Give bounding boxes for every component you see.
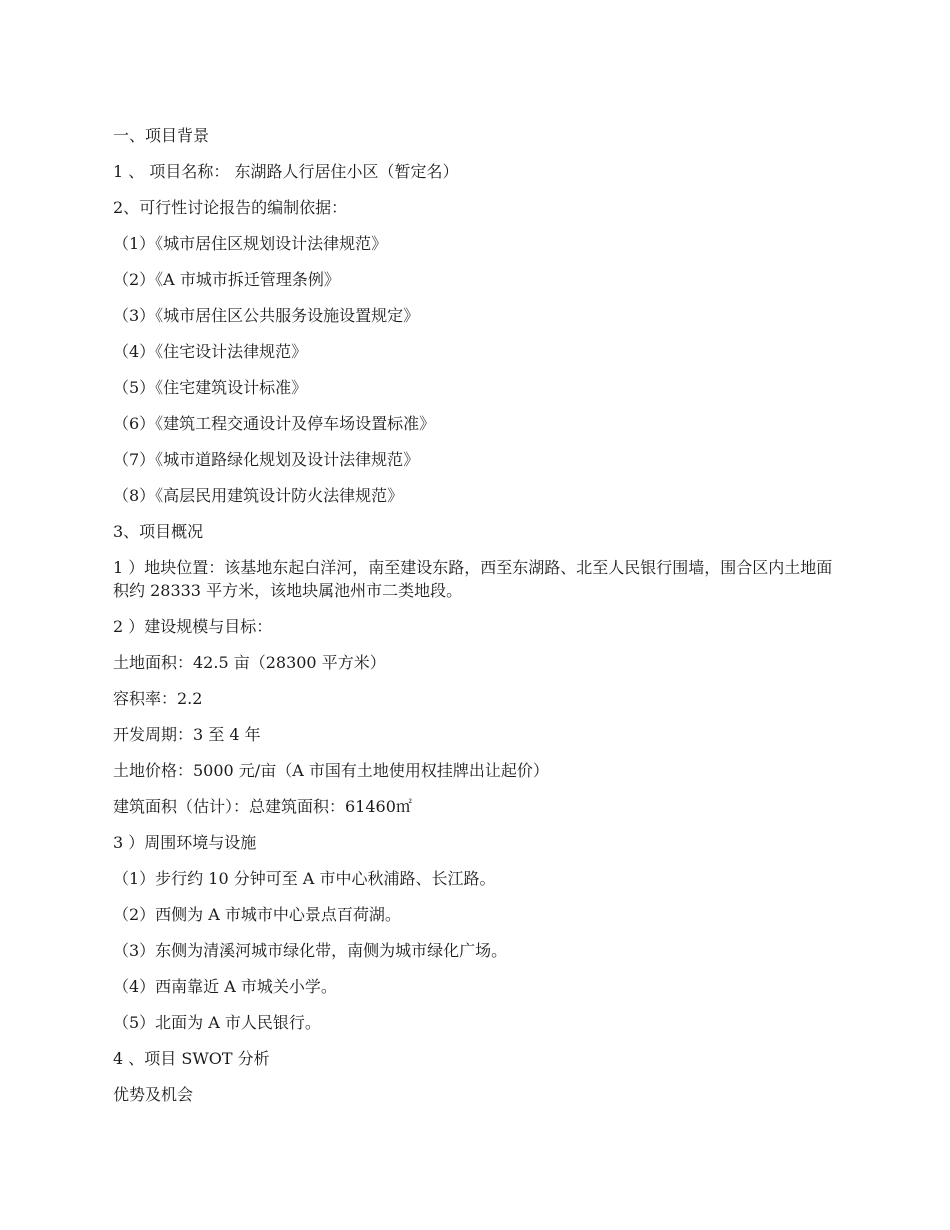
basis-item-7: （7）《城市道路绿化规划及设计法律规范》 <box>113 450 420 469</box>
basis-item-1: （1）《城市居住区规划设计法律规范》 <box>113 234 388 253</box>
project-name-line: 1 、 项目名称： 东湖路人行居住小区（暂定名） <box>113 162 459 181</box>
land-area-line: 土地面积：42.5 亩（28300 平方米） <box>113 653 386 672</box>
scale-goals-heading: 2 ）建设规模与目标： <box>113 617 273 636</box>
section-heading-project-background: 一、项目背景 <box>113 126 210 145</box>
strengths-opportunities-heading: 优势及机会 <box>113 1085 194 1104</box>
surroundings-item-1: （1）步行约 10 分钟可至 A 市中心秋浦路、长江路。 <box>113 869 496 888</box>
surroundings-item-3: （3）东侧为清溪河城市绿化带，南侧为城市绿化广场。 <box>113 941 508 960</box>
building-area-line: 建筑面积（估计）：总建筑面积：61460㎡ <box>113 797 412 816</box>
site-location-paragraph: 1 ）地块位置：该基地东起白洋河，南至建设东路，西至东湖路、北至人民银行围墙，围合区内土地面积约 28333 平方米，该地块属池州市二类地段。 <box>113 558 833 600</box>
surroundings-item-2: （2）西侧为 A 市城市中心景点百荷湖。 <box>113 905 401 924</box>
surroundings-heading: 3 ）周围环境与设施 <box>113 833 257 852</box>
basis-item-4: （4）《住宅设计法律规范》 <box>113 342 308 361</box>
basis-item-3: （3）《城市居住区公共服务设施设置规定》 <box>113 306 420 325</box>
land-price-line: 土地价格：5000 元/亩（A 市国有土地使用权挂牌出让起价） <box>113 761 549 780</box>
surroundings-item-4: （4）西南靠近 A 市城关小学。 <box>113 977 337 996</box>
swot-heading: 4 、项目 SWOT 分析 <box>113 1049 270 1068</box>
document-body <box>113 122 843 1117</box>
development-period-line: 开发周期：3 至 4 年 <box>113 725 261 744</box>
basis-item-2: （2）《A 市城市拆迁管理条例》 <box>113 270 340 289</box>
basis-item-5: （5）《住宅建筑设计标准》 <box>113 378 308 397</box>
surroundings-item-5: （5）北面为 A 市人民银行。 <box>113 1013 321 1032</box>
basis-item-6: （6）《建筑工程交通设计及停车场设置标准》 <box>113 414 436 433</box>
plot-ratio-line: 容积率：2.2 <box>113 689 203 708</box>
basis-item-8: （8）《高层民用建筑设计防火法律规范》 <box>113 486 404 505</box>
project-overview-heading: 3、项目概况 <box>113 522 204 541</box>
basis-heading: 2、可行性讨论报告的编制依据： <box>113 198 348 217</box>
